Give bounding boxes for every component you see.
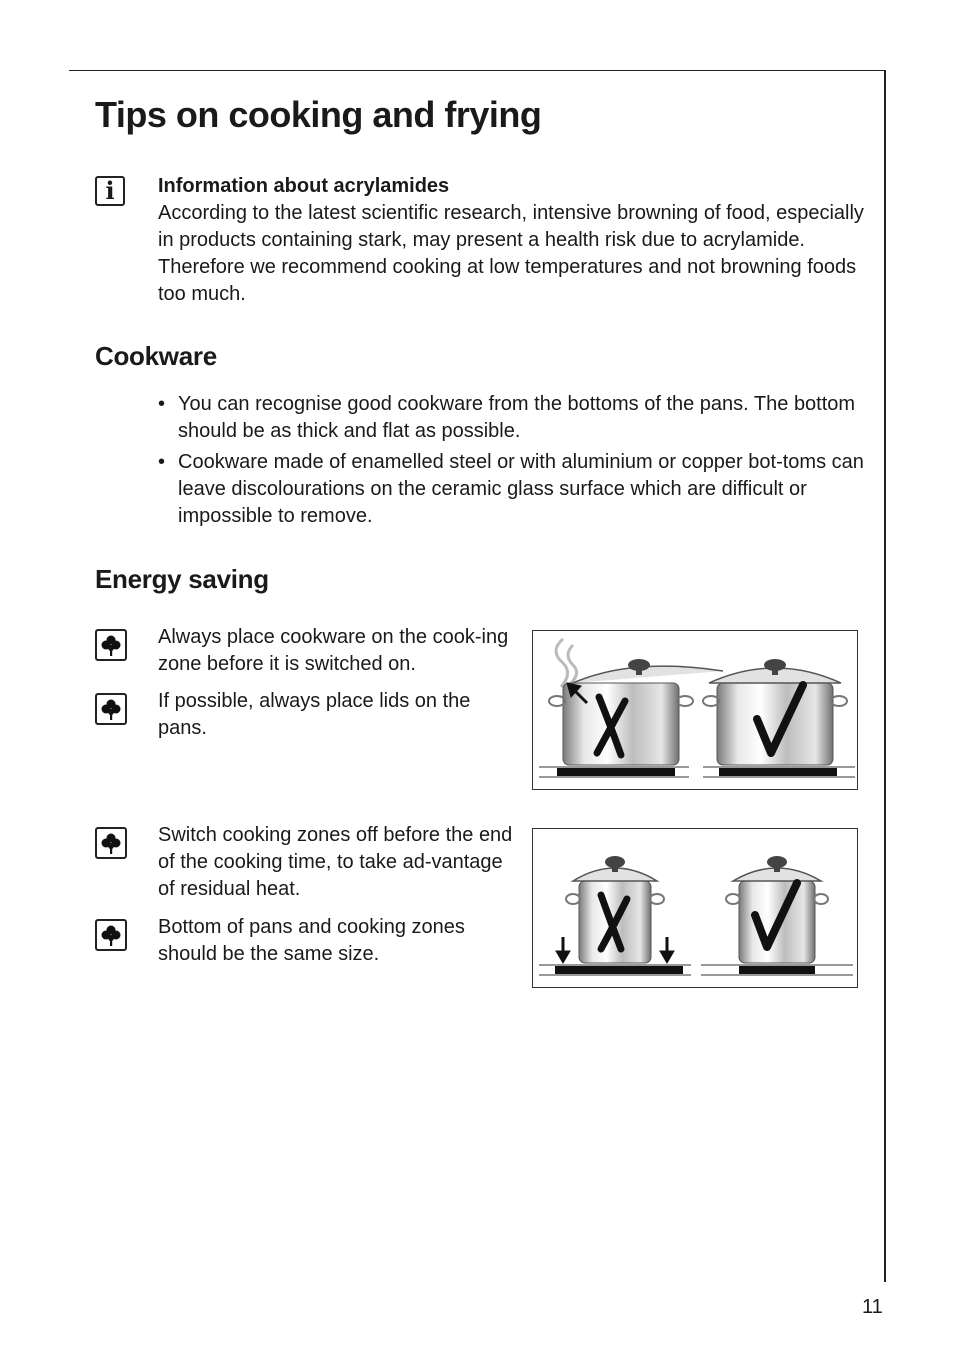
energy-heading: Energy saving bbox=[95, 564, 269, 594]
info-text: According to the latest scientific research, intensive browning of food, especially in products containing stark, may present a health risk due to acrylamide. Therefore we recommend cooking at low temperatures and not browning foods too much. bbox=[158, 202, 864, 305]
list-item: • You can recognise good cookware from the bottoms of the pans. The bottom should be as thick and flat as possible. bbox=[158, 391, 868, 445]
cookware-list bbox=[158, 391, 868, 534]
top-rule bbox=[69, 70, 886, 71]
tip-text: If possible, always place lids on the pans. bbox=[158, 690, 471, 739]
tip-text: Always place cookware on the cook-ing zone before it is switched on. bbox=[158, 626, 509, 675]
list-item: • Cookware made of enamelled steel or with aluminium or copper bot-toms can leave discolourations on the ceramic glass surface which are difficult or impossible to remove. bbox=[158, 449, 868, 530]
pot-icon bbox=[566, 856, 664, 963]
tip-text: Bottom of pans and cooking zones should be the same size. bbox=[158, 916, 465, 965]
page-title: Tips on cooking and frying bbox=[95, 94, 542, 135]
clover-icon bbox=[95, 919, 127, 951]
info-heading: Information about acrylamides bbox=[158, 175, 450, 197]
arrow-down-icon bbox=[660, 937, 674, 963]
lid-illustration bbox=[532, 630, 858, 790]
side-rule bbox=[884, 70, 886, 1282]
steam-icon bbox=[556, 639, 577, 687]
clover-icon bbox=[95, 629, 127, 661]
info-icon: i bbox=[95, 176, 125, 206]
pot-icon bbox=[726, 856, 828, 963]
page-number: 11 bbox=[862, 1296, 883, 1318]
clover-icon bbox=[95, 693, 127, 725]
cookware-heading: Cookware bbox=[95, 341, 217, 371]
arrow-down-icon bbox=[556, 937, 570, 963]
clover-icon bbox=[95, 827, 127, 859]
tip-text: Switch cooking zones off before the end of the cooking time, to take ad-vantage of residual heat. bbox=[158, 824, 513, 900]
zone-size-illustration bbox=[532, 828, 858, 988]
info-block bbox=[158, 173, 868, 308]
